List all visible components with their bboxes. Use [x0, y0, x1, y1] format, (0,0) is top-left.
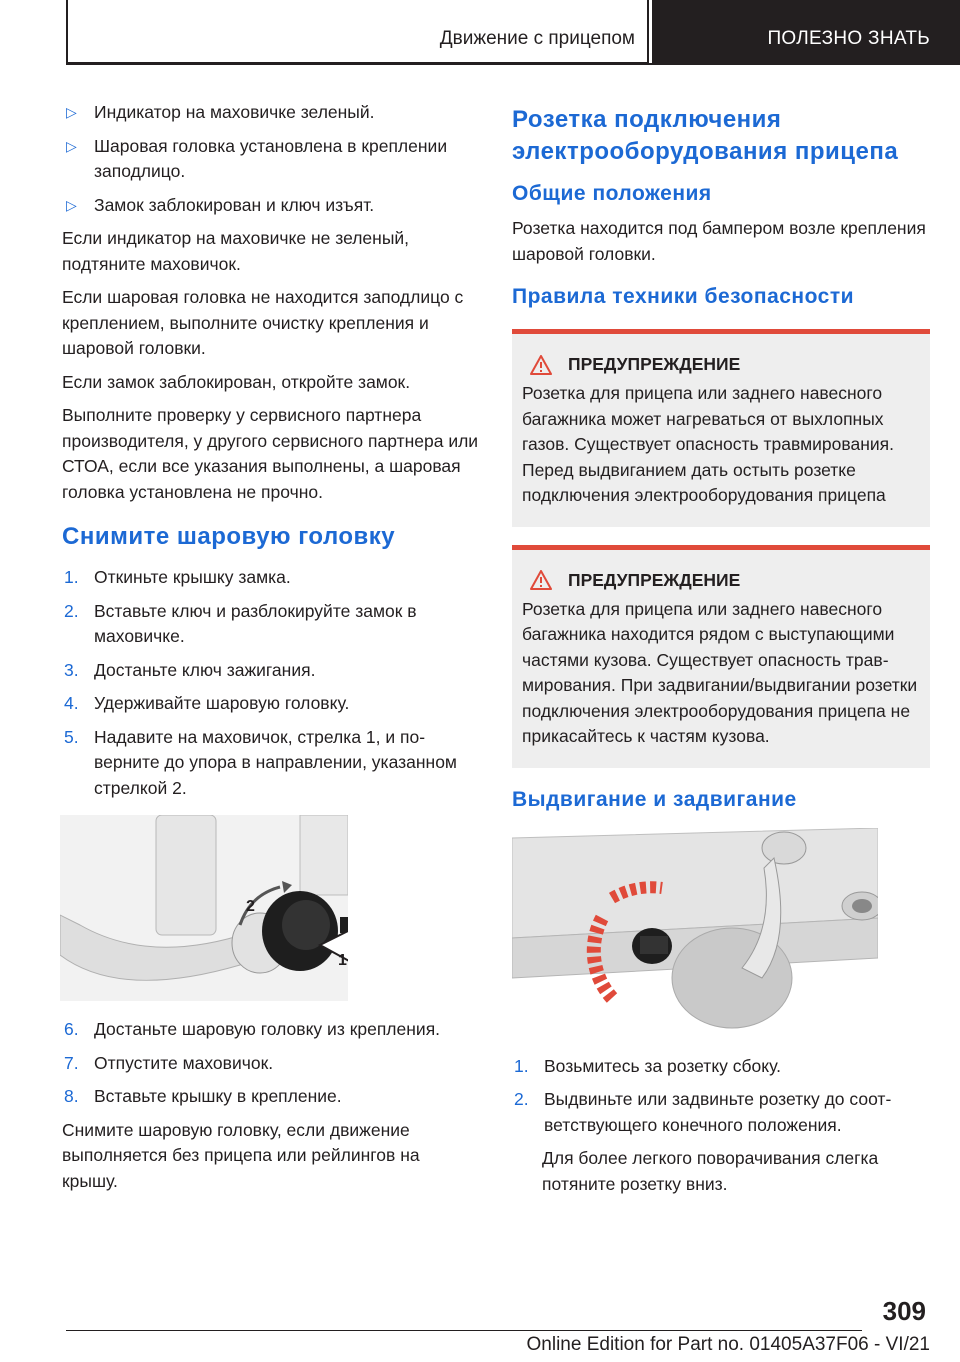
- section-tab-label: Движение с прицепом: [439, 28, 635, 49]
- check-item: ▷ Замок заблокирован и ключ изъят.: [62, 193, 480, 219]
- general-heading: Общие положения: [512, 182, 712, 205]
- paragraph: Выполните проверку у сервисного партнера производителя, у другого сервисного партнера или СТОА, если все указания выполнены, а шаровая головка установлена не прочно.: [62, 405, 479, 502]
- arrow-1-label: 1: [338, 952, 347, 969]
- safety-heading: Правила техники безопасности: [512, 285, 855, 308]
- step-item: 6. Достаньте шаровую головку из крепления.: [64, 1019, 441, 1039]
- paragraph: Если замок заблокирован, откройте замок.: [62, 371, 411, 392]
- paragraph: Если индикатор на маховичке не зеленый, подтяните маховичок.: [62, 228, 410, 274]
- warning-title: ПРЕДУПРЕЖДЕНИЕ: [568, 354, 741, 374]
- paragraph: Если шаровая головка не находится заподлицо с креплением, выполните очистку крепления и шаровой головки.: [62, 287, 464, 358]
- page-number: 309: [882, 1296, 926, 1326]
- step-item: 3. Достаньте ключ зажигания.: [64, 659, 316, 680]
- warning-triangle-icon: [530, 570, 552, 590]
- left-column: [62, 100, 480, 1202]
- chapter-tab[interactable]: [652, 0, 960, 64]
- warning-text: Розетка для прицепа или заднего навесного багажника находится рядом с выступающими частями кузова. Существует опасность травмирования. При задвигании/выдвигании розетки подключения электрооборудования прицепа не прикасайтесь к частям кузова.: [522, 598, 918, 746]
- step-item: 1. Возьмитесь за розетку сбоку.: [514, 1055, 782, 1076]
- tow-hitch-handwheel-illustration: [60, 815, 348, 1001]
- edition-footer: Online Edition for Part no. 01405A37F06 - VI/21: [526, 1334, 930, 1355]
- warning-title: ПРЕДУПРЕЖДЕНИЕ: [568, 569, 741, 590]
- step-item: 2. Выдвиньте или задвиньте розетку до соответствующего конечного положения.: [514, 1089, 892, 1135]
- warning-triangle-icon: [530, 355, 552, 375]
- warning-text: Розетка для прицепа или заднего навесного багажника может нагреваться от выхлопных газов. Существует опасность травмирования. Перед выдвиганием дать остыть розетке подключения электрооборудования прицепа: [522, 383, 894, 505]
- chapter-tab-label: ПОЛЕЗНО ЗНАТЬ: [767, 28, 930, 49]
- arrow-2-label: 2: [246, 898, 255, 915]
- trailer-socket-illustration: [512, 828, 878, 1038]
- step-item: 1. Откиньте крышку замка.: [64, 567, 291, 587]
- trailer-socket-title: Розетка подключения электрооборудования прицепа: [512, 106, 899, 165]
- check-item: ▷ Индикатор на маховичке зеленый.: [62, 100, 480, 126]
- remove-ball-head-heading: Снимите шаровую головку: [62, 523, 396, 550]
- footer-rule: [66, 1330, 862, 1331]
- extend-retract-heading: Выдвигание и задвигание: [512, 787, 797, 811]
- section-tab[interactable]: [66, 0, 649, 64]
- check-item: ▷ Шаровая головка установлена в креплении заподлицо.: [66, 135, 448, 181]
- warning-box: [512, 545, 930, 768]
- step-item: 4. Удерживайте шаровую головку.: [64, 693, 350, 713]
- warning-box: [512, 329, 930, 527]
- paragraph: Розетка находится под бампером возле крепления шаровой головки.: [512, 218, 926, 264]
- triangle-bullet-icon: ▷: [66, 196, 77, 213]
- step-item: 5. Надавите на маховичок, стрелка 1, и поверните до упора в направлении, указанном стрелкой 2.: [64, 726, 457, 798]
- step-item: 8. Вставьте крышку в крепление.: [64, 1086, 342, 1106]
- step-item: 2. Вставьте ключ и разблокируйте замок в маховичке.: [64, 600, 417, 646]
- paragraph: Снимите шаровую головку, если движение выполняется без прицепа или рейлингов на крышу.: [62, 1119, 420, 1191]
- step-item: 7. Отпустите маховичок.: [64, 1052, 274, 1073]
- triangle-bullet-icon: ▷: [66, 104, 77, 120]
- triangle-bullet-icon: ▷: [66, 137, 77, 154]
- note-paragraph: Для более легкого поворачивания слегка потяните розетку вниз.: [542, 1148, 879, 1194]
- right-column: [512, 100, 930, 1205]
